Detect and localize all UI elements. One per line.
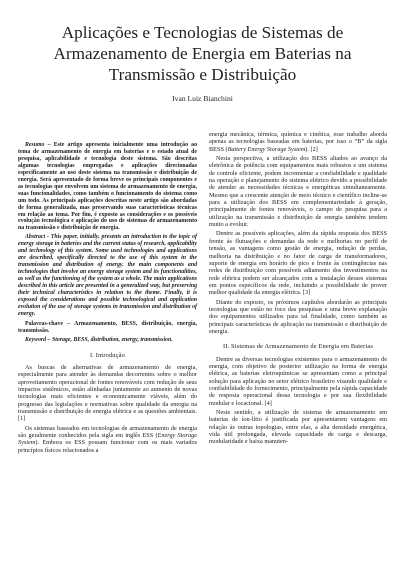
section2-paragraph-2: Neste sentido, a utilização de sistema de armazenamento em baterias de íon-lítio é justificada por apresentarem vantagens em relação às outras topologias, entre elas, a alta densidade energética, vida útil prolongada, elevada capacidade de carga e descarga, modularidade e baixa manuten- <box>209 409 387 446</box>
keywords-pt: Palavras-chave – Armazenamento, BESS, distribuição, energia, transmissão. <box>18 320 197 334</box>
right-column <box>209 131 387 448</box>
section2-paragraph-1: Dentre as diversas tecnologias existentes para o armazenamento de energia, com objetivo de posterior utilização na forma de energia elétrica, as baterias eletroquímicas se apresentam como a principal solução para aplicação no setor elétrico brasileiro visando qualidade e confiabilidade do fornecimento, principalmente pela rápida capacidade de resposta operacional dessa tecnologia e por sua flexibilidade modular e locacional. [4] <box>209 355 387 407</box>
right-paragraph-4: Diante do exposto, os próximos capítulos abordarão as principais tecnologias que estão no foco das pesquisas e uma breve explanação dos equipamentos utilizados para tal finalidade, como também as principais características de aplicação na transmissão e distribuição de energia. <box>209 298 387 335</box>
intro-paragraph-1: As buscas de alternativas de armazenamento de energia, especialmente para atender às demandas decorrentes sobre o melhor aproveitamento operacional de fontes renováveis com redução de seus impactos sistêmicos, estão alinhadas juntamente ao aumento de novas tecnologias mais eficientes e economicamente viáveis, além do progresso das legislações e normativas sobre qualidade da energia na transmissão e distribuição de energia elétrica e as questões ambientais. [1] <box>18 364 197 423</box>
right-paragraph-3: Dentre as possíveis aplicações, além da rápida resposta dos BESS frente às flutuações e demandas da rede e melhorias no perfil de tensão, as vantagens como gestão de energia, redução de perdas, melhoria na distribuição e no fator de carga de transformadores, suporte de energia em horário de pico e frente às contingências nas redes de distribuição com possíveis adiamento dos investimentos na rede elétrica podem ser alcançados com a instalação desses sistemas em pontos específicos da rede, incluindo a possibilidade de prover melhor qualidade da energia elétrica. [3] <box>209 230 387 297</box>
abstract-paragraph: Abstract - This paper, initially, presents an introduction to the topic of energy storage in batteries and the current status of research, applicability and technology of this system. Some used technologies and applications are described, specifically directed to the use of this system in the transmission and distribution of energy. the main components and technologies that involve an energy storage system and its functionalities, as well as the functioning of the system as a whole. The main applications described in this article are presented in a generalized way, but preserving their technical characteristics in relation to the theme. Finally, it is exposed the considerations and possible technological and application evolution of the use of storage systems in transmission and distribution of energy. <box>18 234 197 317</box>
resumo-label: Resumo <box>25 142 45 148</box>
intro-p2-start: Os sistemas baseados em tecnologias de armazenamento de energia são geralmente conhecidos pela sigla em inglês ESS ( <box>18 424 197 440</box>
resumo-text: – Este artigo apresenta inicialmente uma introdução ao tema de armazenamento de energia em baterias e o estado atual de pesquisa, aplicabilidade e tecnologia deste sistema. São descritas algumas tecnologias empregadas e aplicações direcionadas especificamente ao uso deste sistema na transmissão e distribuição de energia. Será apresentado de forma breve os principais componentes e as tecnologias que envolvem um sistema de armazenamento de energia, suas funcionalidades, como também o funcionamento do sistema como um todo. As principais aplicações descritas neste artigo são abordadas de forma generalizada, mas preservando suas características técnicas em relação ao tema. Por fim, é exposto as considerações e os possíveis evolução tecnológica e aplicação do uso de sistemas de armazenamento na transmissão e distribuição de energia. <box>18 142 197 232</box>
section-heading-bess: II. Sistemas de Armazenamento de Energia em Baterias <box>223 343 373 351</box>
paper-title: Aplicações e Tecnologias de Sistemas de Armazenamento de Energia em Baterias na Transmissão e Distribuição <box>53 23 352 84</box>
intro-paragraph-2 <box>18 425 197 454</box>
right-p1-start: energia mecânica, térmica, química e cinética, esse trabalho aborda apenas as tecnologias baseadas em baterias, por isso o “B” da sigla BESS ( <box>209 131 387 153</box>
resumo-paragraph <box>18 142 197 232</box>
section-heading-introduction: I. Introdução <box>90 351 125 359</box>
intro-p2-italic: Energy Storage System <box>18 432 198 447</box>
right-paragraph-2: Nesta perspectiva, a utilização dos BESS aliados ao avanço da eletrônica de potência com equipamentos mais robustos e um sistema de controle eficiente, podem incrementar a confiabilidade e qualidade na operação e planejamento do sistema elétrico devido a possibilidade de atender as necessidades técnicas e energéticas simultaneamente. Mesmo que a crescente atenção de meio técnico e científico incline-se para a utilização dos BESS em complementariedade à geração, principalmente de fontes renováveis, o campo de pesquisa para a utilização na transmissão e distribuição de energia também tendem muito a evoluir. <box>209 155 387 229</box>
paper-author: Ivan Luiz Bianchini <box>172 94 233 103</box>
keywords-en: Keyword – Storage, BESS, distribution, energy, transmission. <box>25 336 173 343</box>
right-p1-end: ). [2] <box>305 145 318 153</box>
intro-p2-end: ). Embora os ESS possam funcionar com os mais variados princípios físicos relacionados a <box>18 439 197 454</box>
left-column <box>18 142 197 456</box>
right-p1-italic: Battery Energy Storage System <box>227 145 306 153</box>
right-paragraph-1 <box>209 131 387 153</box>
